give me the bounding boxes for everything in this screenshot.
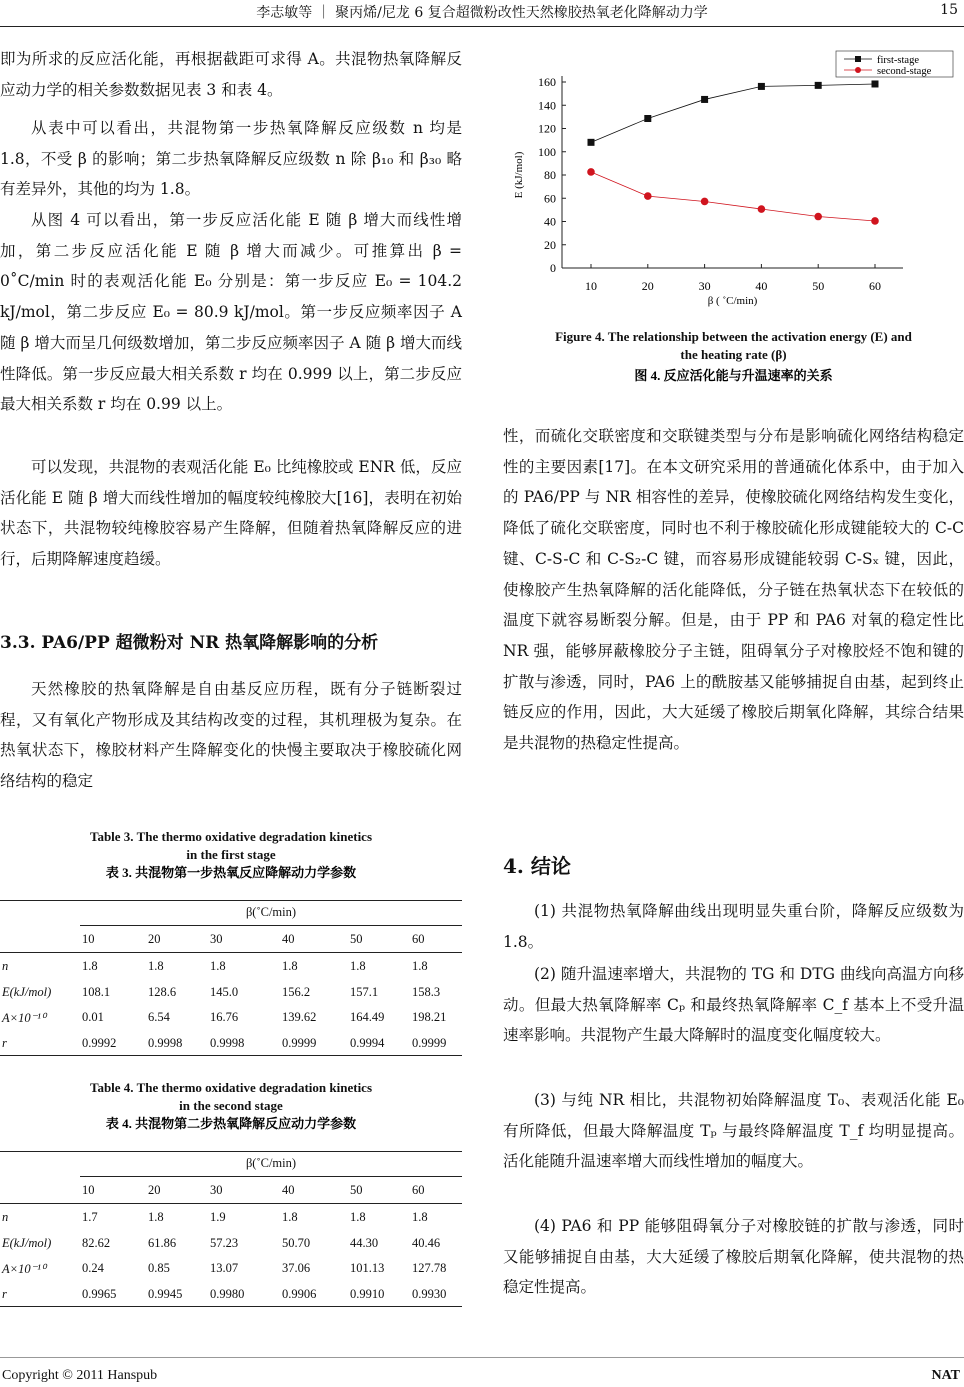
caption-cn: 图 4. 反应活化能与升温速率的关系: [634, 368, 833, 383]
conclusion-item: (4) PA6 和 PP 能够阻碍氧分子对橡胶链的扩散与渗透，同时又能够捕捉自由基，大大延缓了橡胶后期氧化降解，使共混物的热稳定性提高。: [503, 1217, 964, 1297]
table-rule: [0, 1151, 462, 1152]
table-cell: 164.49: [350, 1010, 385, 1024]
table-cell: 0.24: [82, 1261, 104, 1275]
table-4-caption: [0, 1079, 462, 1133]
data-point: [701, 198, 709, 206]
footer-rule: [0, 1357, 964, 1358]
table-cell: 0.9906: [282, 1286, 317, 1301]
page-number: 15: [940, 2, 958, 18]
table-cell: 57.23: [210, 1235, 239, 1250]
column-header: 40: [282, 1183, 295, 1197]
table-cell: 139.62: [282, 1010, 317, 1024]
section-heading: 3.3. PA6/PP 超微粉对 NR 热氧降解影响的分析: [0, 633, 379, 653]
legend-marker: [855, 56, 861, 62]
table-cell: 0.9998: [148, 1035, 183, 1050]
column-group-header: β(˚C/min): [245, 905, 297, 919]
column-header: 30: [210, 1183, 223, 1197]
legend-label: first-stage: [877, 55, 919, 66]
table-rule: [0, 900, 462, 901]
data-point: [814, 213, 822, 221]
series-line-second-stage: [591, 172, 875, 221]
conclusion-item: (2) 随升温速率增大，共混物的 TG 和 DTG 曲线向高温方向移动。但最大热氧降解率 Cₚ 和最终热氧降解率 C_f 基本上不受升温速率影响。共混物产生最大降解时的温度变化幅度较大。: [503, 965, 964, 1045]
x-axis-label: β ( ˚C/min): [707, 295, 758, 307]
x-tick-label: 20: [641, 279, 654, 293]
data-point: [701, 96, 708, 103]
table-cell: 1.8: [148, 1210, 164, 1224]
table-rule: [0, 1203, 462, 1204]
table-cell: 101.13: [350, 1261, 385, 1275]
paragraph: 天然橡胶的热氧降解是自由基反应历程，既有分子链断裂过程，又有氧化产物形成及其结构改变的过程，其机理极为复杂。在热氧状态下，橡胶材料产生降解变化的快慢主要取决于橡胶硫化网络结构的稳定: [0, 680, 462, 791]
table-cell: 82.62: [82, 1235, 111, 1250]
paragraph: 即为所求的反应活化能，再根据截距可求得 A。共混物热氧降解反应动力学的相关参数数据见表 3 和表 4。: [0, 50, 462, 99]
row-label: A×10⁻¹⁰: [2, 1011, 46, 1025]
table-cell: 0.9980: [210, 1286, 245, 1301]
table-cell: 0.9999: [282, 1035, 317, 1050]
y-tick-label: 0: [550, 261, 556, 275]
y-tick-label: 60: [544, 191, 556, 206]
row-label: E(kJ/mol): [2, 1235, 52, 1250]
column-header: 10: [82, 932, 95, 946]
y-tick-label: 100: [538, 144, 556, 159]
caption-en: Table 4. The thermo oxidative degradation kinetics: [89, 1080, 373, 1095]
data-point: [872, 80, 879, 87]
column-group-header: β(˚C/min): [245, 1156, 297, 1170]
y-tick-label: 40: [544, 214, 556, 229]
table-cell: 157.1: [350, 984, 379, 999]
table-cell: 0.85: [148, 1261, 170, 1275]
row-label: n: [2, 1210, 9, 1224]
row-label: r: [2, 1035, 7, 1050]
caption-en: the heating rate (β): [680, 347, 787, 362]
running-header: 李志敏等 ｜ 聚丙烯/尼龙 6 复合超微粉改性天然橡胶热氧老化降解动力学: [256, 5, 708, 21]
table-rule: [0, 1306, 462, 1307]
table-cell: 156.2: [282, 984, 311, 999]
table-cell: 0.9999: [412, 1035, 447, 1050]
paragraph: 性，而硫化交联密度和交联键类型与分布是影响硫化网络结构稳定性的主要因素[17]。在本文研究采用的普通硫化体系中，由于加入的 PA6/PP 与 NR 相容性的差异，使橡胶硫化网络结构发生变化，降低了硫化交联密度，同时也不利于橡胶硫化形成键能较大的 C-C 键、C-S-C 和 C-S₂-C 键，而容易形成键能较弱 C-Sₓ 键，因此，使橡胶产生热氧降解的活化能降低，分子链在热氧状态下在较低的温度下就容易断裂分解。但是，由于 PP 和 PA6 对氧的稳定性比 NR 强，能够屏蔽橡胶分子主链，阻碍氧分子对橡胶烃不饱和键的扩散与渗透，同时，PA6 上的酰胺基又能够捕捉自由基，起到终止链反应的作用，因此，大大延缓了橡胶后期氧化降解，其综合结果是共混物的热稳定性提高。: [503, 427, 964, 753]
column-header: 60: [412, 932, 425, 946]
table-cell: 1.8: [282, 959, 298, 973]
x-tick-label: 40: [755, 279, 768, 293]
row-label: A×10⁻¹⁰: [2, 1262, 46, 1276]
conclusion-item: (1) 共混物热氧降解曲线出现明显失重台阶，降解反应级数为 1.8。: [503, 902, 964, 951]
y-tick-label: 140: [538, 98, 556, 113]
row-label: E(kJ/mol): [2, 984, 52, 999]
series-line-first-stage: [591, 84, 875, 142]
legend-marker: [855, 67, 861, 73]
table-cell: 1.8: [412, 1210, 428, 1224]
table-cell: 145.0: [210, 984, 239, 999]
caption-en: in the second stage: [179, 1098, 283, 1113]
column-header: 50: [350, 1183, 363, 1197]
journal-abbrev: NAT: [931, 1368, 960, 1383]
table-cell: 198.21: [412, 1010, 447, 1024]
caption-en: Figure 4. The relationship between the activation energy (E) and: [555, 329, 912, 344]
table-cell: 1.8: [350, 1210, 366, 1224]
y-tick-label: 20: [544, 237, 556, 252]
table-cell: 0.9965: [82, 1286, 117, 1301]
table-cell: 37.06: [282, 1261, 311, 1275]
table-rule: [80, 1176, 462, 1177]
row-label: r: [2, 1286, 7, 1301]
x-tick-label: 30: [698, 279, 711, 293]
table-cell: 108.1: [82, 984, 111, 999]
table-cell: 128.6: [148, 984, 177, 999]
table-cell: 1.8: [412, 959, 428, 973]
column-header: 60: [412, 1183, 425, 1197]
table-cell: 0.9910: [350, 1286, 385, 1301]
paragraph: 从表中可以看出，共混物第一步热氧降解反应级数 n 均是 1.8，不受 β 的影响；第二步热氧降解反应级数 n 除 β₁₀ 和 β₃₀ 略有差异外，其他的均为 1.8。: [0, 119, 462, 199]
data-point: [644, 115, 651, 122]
row-label: n: [2, 959, 9, 973]
table-cell: 1.7: [82, 1210, 98, 1224]
legend-label: second-stage: [877, 66, 932, 77]
table-cell: 61.86: [148, 1235, 177, 1250]
data-point: [815, 82, 822, 89]
paragraph: 从图 4 可以看出，第一步反应活化能 E 随 β 增大而线性增加，第二步反应活化能 E 随 β 增大而减少。可推算出 β = 0˚C/min 时的表观活化能 E₀ 分别是：第一步反应 E₀ = 104.2 kJ/mol，第二步反应 E₀ = 80.9 kJ/mol。第一步反应频率因子 A 随 β 增大而呈几何级数增加，第二步反应频率因子 A 随 β 增大而线性降低。第一步反应最大相关系数 r 均在 0.999 以上，第二步反应最大相关系数 r 均在 0.99 以上。: [0, 211, 462, 414]
data-point: [758, 205, 766, 213]
table-cell: 1.8: [82, 959, 98, 973]
table-rule: [0, 1055, 462, 1056]
data-point: [588, 139, 595, 146]
column-header: 30: [210, 932, 223, 946]
table-cell: 1.8: [282, 1210, 298, 1224]
table-cell: 40.46: [412, 1235, 441, 1250]
table-cell: 0.01: [82, 1010, 104, 1024]
x-tick-label: 10: [585, 279, 597, 293]
caption-cn: 表 3. 共混物第一步热氧反应降解动力学参数: [105, 865, 357, 880]
table-cell: 0.9992: [82, 1035, 117, 1050]
conclusion-item: (3) 与纯 NR 相比，共混物初始降解温度 T₀、表观活化能 E₀ 有所降低，但最大降解温度 Tₚ 与最终降解温度 T_f 均明显提高。活化能随升温速率增大而线性增加的幅度大。: [503, 1091, 964, 1171]
x-tick-label: 50: [812, 279, 825, 293]
data-point: [758, 83, 765, 90]
data-point: [587, 168, 595, 176]
table-cell: 16.76: [210, 1010, 239, 1024]
table-cell: 44.30: [350, 1235, 379, 1250]
column-header: 40: [282, 932, 295, 946]
column-header: 20: [148, 1183, 161, 1197]
column-header: 20: [148, 932, 161, 946]
table-cell: 13.07: [210, 1261, 239, 1275]
table-cell: 1.9: [210, 1210, 226, 1224]
caption-en: in the first stage: [186, 847, 276, 862]
caption-en: Table 3. The thermo oxidative degradation kinetics: [89, 829, 373, 844]
section-heading: 4. 结论: [503, 854, 571, 878]
table-cell: 127.78: [412, 1261, 447, 1275]
header-rule: [0, 26, 964, 27]
table-cell: 0.9994: [350, 1035, 385, 1050]
y-tick-label: 120: [538, 121, 556, 136]
data-point: [871, 217, 879, 225]
table-cell: 0.9945: [148, 1286, 183, 1301]
caption-cn: 表 4. 共混物第二步热氧降解反应动力学参数: [105, 1116, 357, 1131]
table-cell: 158.3: [412, 984, 441, 999]
table-rule: [80, 925, 462, 926]
figure-4-caption: [503, 328, 964, 385]
table-cell: 0.9998: [210, 1035, 245, 1050]
table-cell: 1.8: [210, 959, 226, 973]
table-cell: 6.54: [148, 1010, 170, 1024]
table-cell: 50.70: [282, 1235, 311, 1250]
column-header: 50: [350, 932, 363, 946]
y-tick-label: 160: [538, 75, 556, 89]
x-tick-label: 60: [869, 279, 881, 293]
copyright: Copyright © 2011 Hanspub: [2, 1368, 158, 1383]
table-cell: 0.9930: [412, 1286, 447, 1301]
table-3-caption: [0, 828, 462, 882]
column-header: 10: [82, 1183, 95, 1197]
table-rule: [0, 952, 462, 953]
table-cell: 1.8: [148, 959, 164, 973]
y-tick-label: 80: [544, 168, 556, 182]
paragraph: 可以发现，共混物的表观活化能 E₀ 比纯橡胶或 ENR 低，反应活化能 E 随 β 增大而线性增加的幅度较纯橡胶大[16]，表明在初始状态下，共混物较纯橡胶容易产生降解，但随着热氧降解反应的进行，后期降解速度趋缓。: [0, 458, 462, 569]
y-axis-label: E (kJ/mol): [513, 151, 525, 199]
figure-4-chart: [500, 40, 960, 320]
table-cell: 1.8: [350, 959, 366, 973]
data-point: [644, 192, 652, 200]
